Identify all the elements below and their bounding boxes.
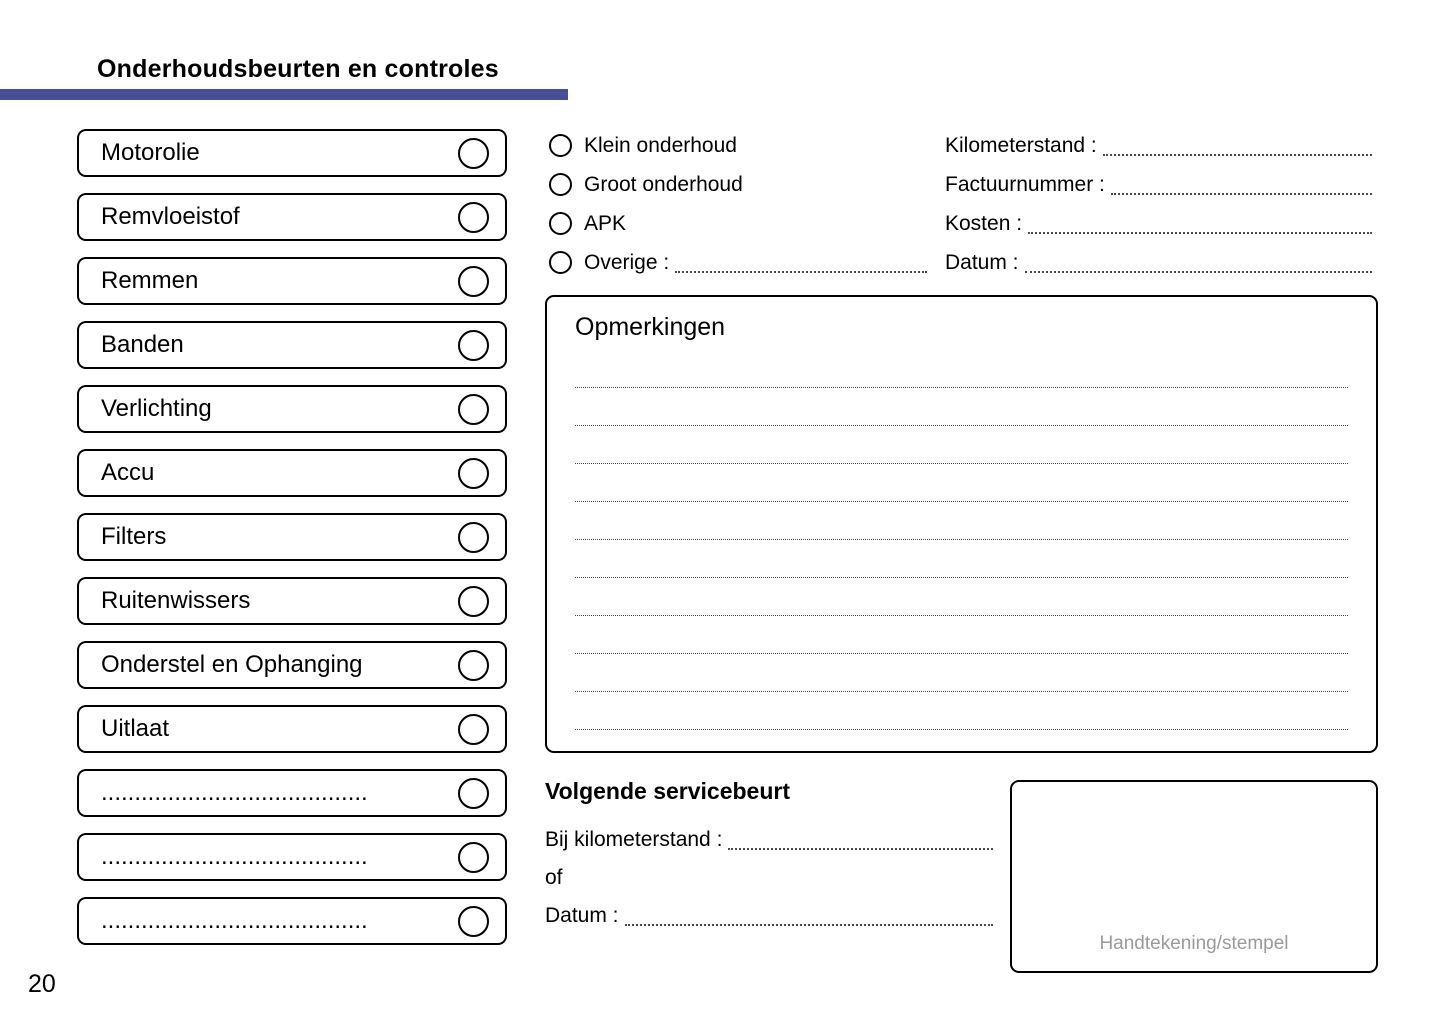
signature-box[interactable]	[1010, 780, 1378, 973]
next-service-or-row	[545, 859, 993, 897]
remarks-fill-line[interactable]	[575, 464, 1348, 502]
title-underline-bar	[0, 89, 568, 100]
field-factuurnummer	[945, 165, 1372, 204]
checklist-item-uitlaat	[77, 705, 507, 753]
check-circle-icon[interactable]	[458, 394, 489, 425]
check-circle-icon[interactable]	[458, 202, 489, 233]
checklist-item-blank-2	[77, 833, 507, 881]
radio-circle-icon[interactable]	[549, 134, 572, 157]
next-service-title: Volgende servicebeurt	[545, 778, 790, 804]
check-circle-icon[interactable]	[458, 458, 489, 489]
radio-circle-icon[interactable]	[549, 251, 572, 274]
checklist-item-label: Onderstel en Ophanging	[101, 651, 363, 678]
checklist-item-label: Banden	[101, 331, 184, 358]
next-service-date-fill-line[interactable]	[625, 924, 993, 926]
check-circle-icon[interactable]	[458, 778, 489, 809]
checklist-item-label: Ruitenwissers	[101, 587, 251, 614]
remarks-fill-line[interactable]	[575, 578, 1348, 616]
page-number: 20	[28, 970, 56, 998]
checklist-item-label: ........................................	[101, 907, 368, 934]
service-type-options	[549, 126, 927, 282]
next-service-km-label: Bij kilometerstand :	[545, 828, 723, 851]
remarks-box	[545, 295, 1378, 753]
next-service-date-row	[545, 897, 993, 935]
checklist-item-label: Motorolie	[101, 139, 200, 166]
field-label: Datum :	[945, 250, 1019, 274]
checklist-item-label: Filters	[101, 523, 167, 550]
checklist-item-label: Accu	[101, 459, 155, 486]
remarks-fill-line[interactable]	[575, 540, 1348, 578]
datum-fill-line[interactable]	[1025, 271, 1372, 273]
next-service-km-row	[545, 821, 993, 859]
signature-label: Handtekening/stempel	[1099, 933, 1289, 954]
field-kilometerstand	[945, 126, 1372, 165]
checklist-item-label: Remvloeistof	[101, 203, 240, 230]
checklist-item-blank-1	[77, 769, 507, 817]
option-label: APK	[584, 211, 627, 235]
field-kosten	[945, 204, 1372, 243]
check-circle-icon[interactable]	[458, 650, 489, 681]
radio-circle-icon[interactable]	[549, 173, 572, 196]
checklist-item-motorolie	[77, 129, 507, 177]
checklist-item-blank-3	[77, 897, 507, 945]
option-label: Overige :	[584, 250, 670, 274]
option-label: Klein onderhoud	[584, 133, 737, 157]
kilometerstand-fill-line[interactable]	[1103, 154, 1372, 156]
check-circle-icon[interactable]	[458, 330, 489, 361]
checklist-item-ruitenwissers	[77, 577, 507, 625]
next-service-or-label: of	[545, 866, 563, 889]
option-label: Groot onderhoud	[584, 172, 743, 196]
maintenance-checklist	[77, 129, 507, 945]
checklist-item-remmen	[77, 257, 507, 305]
remarks-fill-line[interactable]	[575, 692, 1348, 730]
option-overige	[549, 243, 927, 282]
radio-circle-icon[interactable]	[549, 212, 572, 235]
remarks-fill-line[interactable]	[575, 654, 1348, 692]
check-circle-icon[interactable]	[458, 138, 489, 169]
field-label: Factuurnummer :	[945, 172, 1105, 196]
checklist-item-label: ........................................	[101, 779, 368, 806]
remarks-title: Opmerkingen	[575, 313, 726, 341]
invoice-fields	[945, 126, 1372, 282]
remarks-fill-line[interactable]	[575, 616, 1348, 654]
check-circle-icon[interactable]	[458, 586, 489, 617]
checklist-item-filters	[77, 513, 507, 561]
checklist-item-remvloeistof	[77, 193, 507, 241]
option-groot-onderhoud	[549, 165, 927, 204]
next-service-km-fill-line[interactable]	[728, 848, 993, 850]
checklist-item-banden	[77, 321, 507, 369]
remarks-fill-line[interactable]	[575, 350, 1348, 388]
option-apk	[549, 204, 927, 243]
check-circle-icon[interactable]	[458, 714, 489, 745]
checklist-item-accu	[77, 449, 507, 497]
remarks-fill-line[interactable]	[575, 388, 1348, 426]
kosten-fill-line[interactable]	[1028, 232, 1372, 234]
check-circle-icon[interactable]	[458, 266, 489, 297]
page-title: Onderhoudsbeurten en controles	[97, 55, 499, 83]
next-service-section	[545, 778, 993, 935]
checklist-item-label: Verlichting	[101, 395, 212, 422]
remarks-fill-line[interactable]	[575, 502, 1348, 540]
check-circle-icon[interactable]	[458, 842, 489, 873]
field-label: Kilometerstand :	[945, 133, 1097, 157]
check-circle-icon[interactable]	[458, 906, 489, 937]
factuurnummer-fill-line[interactable]	[1111, 193, 1372, 195]
checklist-item-verlichting	[77, 385, 507, 433]
checklist-item-onderstel-en-ophanging	[77, 641, 507, 689]
checklist-item-label: ........................................	[101, 843, 368, 870]
check-circle-icon[interactable]	[458, 522, 489, 553]
checklist-item-label: Uitlaat	[101, 715, 170, 742]
overige-fill-line[interactable]	[675, 271, 927, 273]
option-klein-onderhoud	[549, 126, 927, 165]
remarks-fill-line[interactable]	[575, 426, 1348, 464]
remarks-lines	[575, 350, 1348, 730]
checklist-item-label: Remmen	[101, 267, 199, 294]
field-label: Kosten :	[945, 211, 1023, 235]
field-datum	[945, 243, 1372, 282]
next-service-date-label: Datum :	[545, 904, 619, 927]
